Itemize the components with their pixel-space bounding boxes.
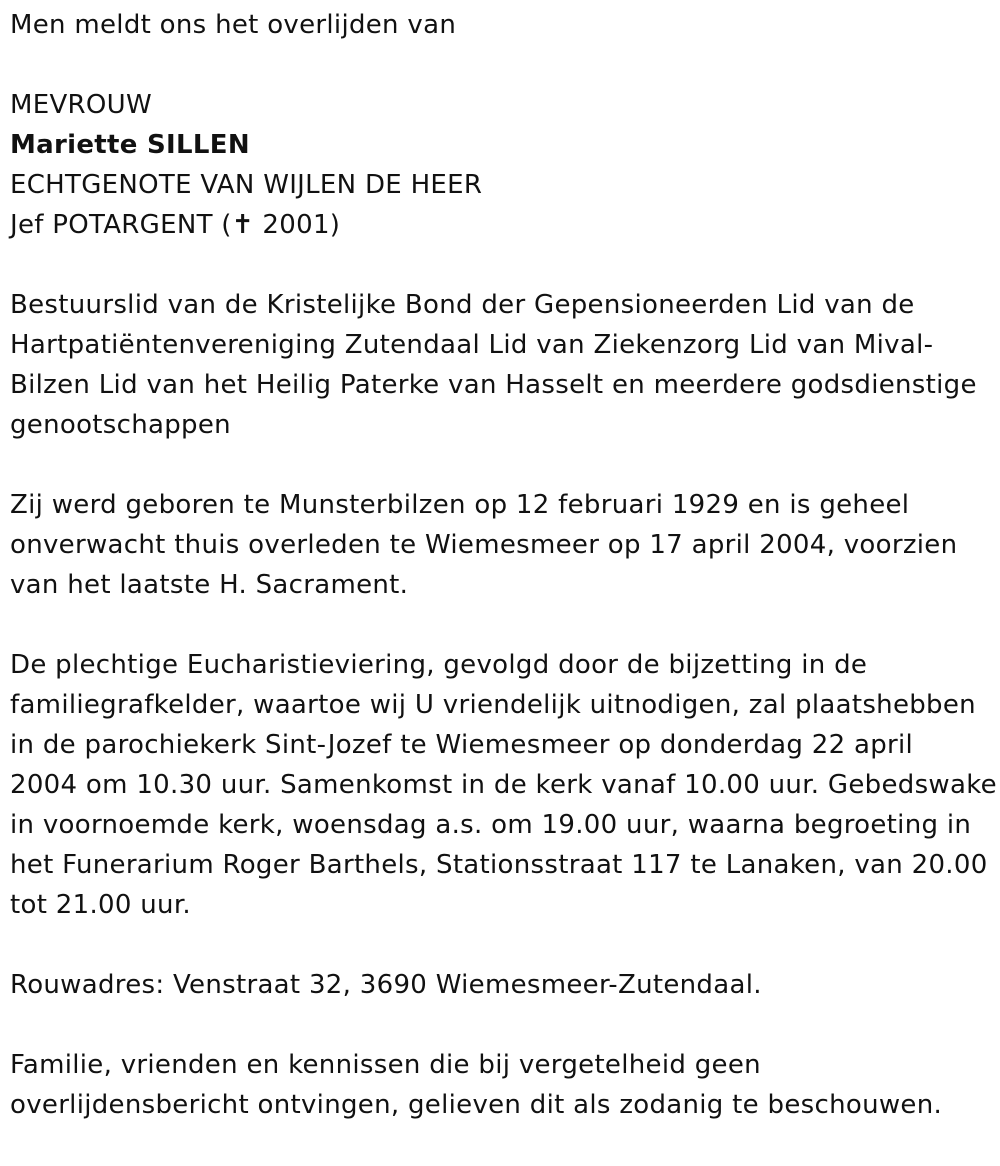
text-line: overlijdensbericht ontvingen, gelieven dit als zodanig te beschouwen. — [10, 1090, 943, 1120]
mourning-address: Rouwadres: Venstraat 32, 3690 Wiemesmeer-Zutendaal. — [10, 970, 762, 1000]
spacer — [10, 445, 990, 485]
text-line: het Funerarium Roger Barthels, Stationsstraat 117 te Lanaken, van 20.00 — [10, 850, 988, 880]
text-line: familiegrafkelder, waartoe wij U vriendelijk uitnodigen, zal plaatshebben — [10, 690, 976, 720]
spouse-relation: ECHTGENOTE VAN WIJLEN DE HEER — [10, 170, 483, 200]
obituary-notice — [10, 0, 997, 1125]
spouse-name: Jef POTARGENT ( — [10, 210, 232, 240]
text-line: genootschappen — [10, 410, 231, 440]
spacer — [10, 925, 990, 965]
text-line: onverwacht thuis overleden te Wiemesmeer op 17 april 2004, voorzien — [10, 530, 958, 560]
text-line: Bestuurslid van de Kristelijke Bond der Gepensioneerden Lid van de — [10, 290, 915, 320]
text-line: Zij werd geboren te Munsterbilzen op 12 februari 1929 en is geheel — [10, 490, 910, 520]
birth-death-paragraph — [10, 485, 990, 605]
deceased-name: Mariette SILLEN — [10, 130, 250, 160]
intro-text: Men meldt ons het overlijden van — [10, 10, 457, 40]
text-line: Familie, vrienden en kennissen die bij vergetelheid geen — [10, 1050, 761, 1080]
ceremony-paragraph — [10, 645, 997, 925]
text-line: Bilzen Lid van het Heilig Paterke van Hasselt en meerdere godsdienstige — [10, 370, 977, 400]
spacer — [10, 245, 990, 285]
text-line: van het laatste H. Sacrament. — [10, 570, 409, 600]
spacer — [10, 605, 990, 645]
text-line: tot 21.00 uur. — [10, 890, 191, 920]
text-line: Hartpatiëntenvereniging Zutendaal Lid van Ziekenzorg Lid van Mival- — [10, 330, 934, 360]
text-line: in voornoemde kerk, woensdag a.s. om 19.00 uur, waarna begroeting in — [10, 810, 972, 840]
text-line: 2004 om 10.30 uur. Samenkomst in de kerk vanaf 10.00 uur. Gebedswake — [10, 770, 997, 800]
cross-icon: ✝ — [231, 210, 254, 240]
text-line: De plechtige Eucharistieviering, gevolgd door de bijzetting in de — [10, 650, 868, 680]
memberships-paragraph — [10, 285, 990, 445]
spacer — [10, 45, 990, 85]
title-prefix: MEVROUW — [10, 90, 153, 120]
text-line: in de parochiekerk Sint-Jozef te Wiemesmeer op donderdag 22 april — [10, 730, 914, 760]
spouse-name-line — [10, 205, 990, 245]
spacer — [10, 1005, 990, 1045]
spouse-death-year: 2001) — [253, 210, 341, 240]
closing-paragraph — [10, 1045, 990, 1125]
